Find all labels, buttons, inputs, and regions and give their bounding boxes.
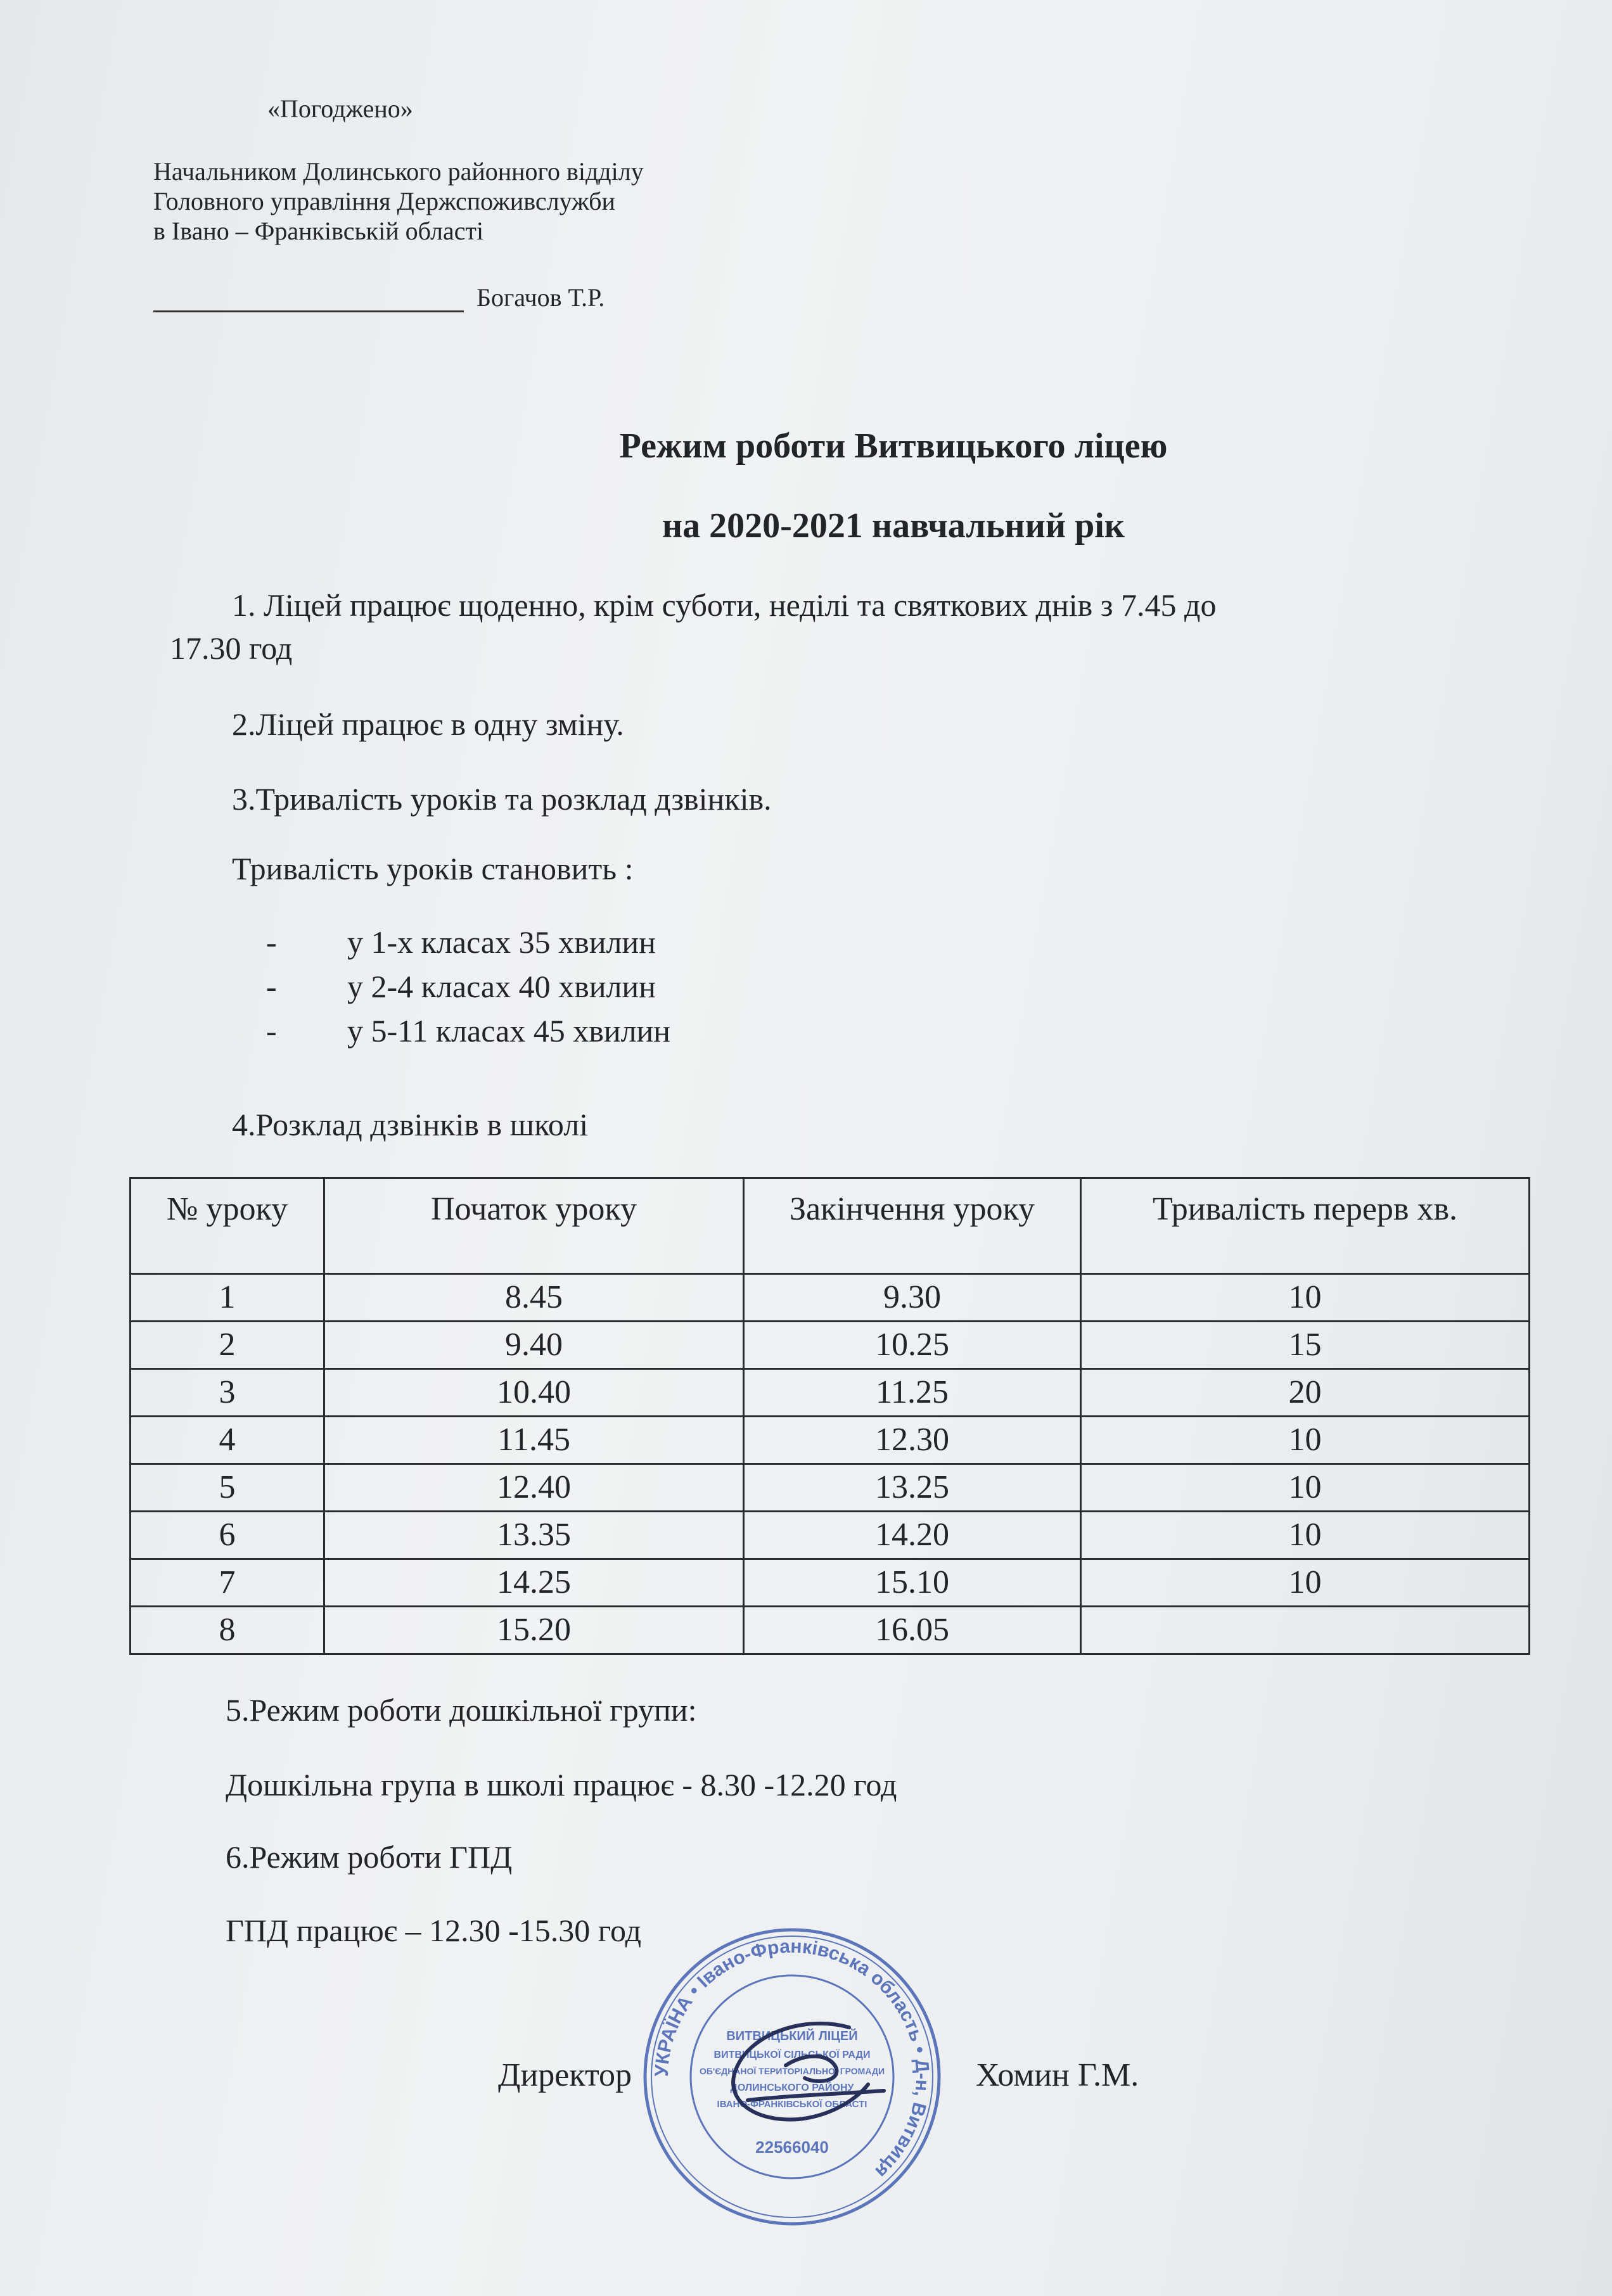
signature-line [153,285,464,312]
cell-end: 13.25 [744,1464,1081,1512]
paragraph-1-line1: 1. Ліцей працює щоденно, крім суботи, неділі та святкових днів з 7.45 до [232,587,1217,623]
cell-end: 16.05 [744,1607,1081,1654]
cell-end: 11.25 [744,1369,1081,1417]
cell-lesson-number: 5 [131,1464,324,1512]
cell-start: 14.25 [324,1559,744,1607]
svg-text:ВИТВИЦЬКИЙ ЛІЦЕЙ: ВИТВИЦЬКИЙ ЛІЦЕЙ [726,2029,858,2043]
cell-lesson-number: 2 [131,1322,324,1369]
table-row [131,1512,1530,1559]
approval-line: Головного управління Держспоживслужби [153,187,615,215]
approval-title: «Погоджено» [267,94,413,123]
paragraph-1-line2: 17.30 год [170,630,293,666]
list-item: - у 2-4 класах 40 хвилин [266,969,656,1004]
cell-start: 11.45 [324,1417,744,1464]
approval-signer: Богачов Т.Р. [477,283,605,312]
duration-list [266,920,670,1053]
cell-lesson-number: 6 [131,1512,324,1559]
cell-start: 13.35 [324,1512,744,1559]
paragraph-6: 6.Режим роботи ГПД [226,1839,513,1875]
approval-block [153,94,644,312]
cell-lesson-number: 1 [131,1274,324,1322]
director-label: Директор [498,2057,632,2093]
cell-lesson-number: 8 [131,1607,324,1654]
table-row [131,1417,1530,1464]
paragraph-3: 3.Тривалість уроків та розклад дзвінків. [232,781,772,817]
table-row [131,1607,1530,1654]
bell-schedule-table [129,1177,1530,1655]
cell-end: 12.30 [744,1417,1081,1464]
svg-text:ОБ'ЄДНАНОЇ ТЕРИТОРІАЛЬНОЇ ГРОМ: ОБ'ЄДНАНОЇ ТЕРИТОРІАЛЬНОЇ ГРОМАДИ [699,2066,885,2076]
cell-start: 12.40 [324,1464,744,1512]
document-title: Режим роботи Витвицького ліцею [619,426,1168,466]
list-item: - у 1-х класах 35 хвилин [266,924,656,960]
paragraph-5-text: Дошкільна група в школі працює - 8.30 -12.20 год [226,1767,897,1802]
cell-end: 10.25 [744,1322,1081,1369]
cell-break: 10 [1081,1512,1530,1559]
svg-text:ІВАНО-ФРАНКІВСЬКОЇ ОБЛАСТІ: ІВАНО-ФРАНКІВСЬКОЇ ОБЛАСТІ [717,2099,867,2110]
cell-break: 10 [1081,1274,1530,1322]
header-break: Тривалість перерв хв. [1081,1178,1530,1274]
table-row [131,1322,1530,1369]
cell-start: 8.45 [324,1274,744,1322]
paragraph-3-sub: Тривалість уроків становить : [232,851,634,886]
cell-break [1081,1607,1530,1654]
table-header-row [131,1178,1530,1274]
paragraph-6-text: ГПД працює – 12.30 -15.30 год [226,1913,642,1948]
header-end: Закінчення уроку [744,1178,1081,1274]
document-subtitle: на 2020-2021 навчальний рік [662,506,1125,545]
cell-lesson-number: 4 [131,1417,324,1464]
cell-lesson-number: 7 [131,1559,324,1607]
table-row [131,1464,1530,1512]
cell-break: 10 [1081,1559,1530,1607]
paragraph-2: 2.Ліцей працює в одну зміну. [232,706,624,742]
approval-line: в Івано – Франківській області [153,217,484,245]
approval-signature-row [153,283,644,312]
table-row [131,1274,1530,1322]
svg-text:ВИТВИЦЬКОЇ СІЛЬСЬКОЇ РАДИ: ВИТВИЦЬКОЇ СІЛЬСЬКОЇ РАДИ [713,2050,871,2060]
svg-text:ДОЛИНСЬКОГО РАЙОНУ: ДОЛИНСЬКОГО РАЙОНУ [730,2082,854,2093]
director-signature [710,1989,900,2135]
cell-end: 14.20 [744,1512,1081,1559]
cell-lesson-number: 3 [131,1369,324,1417]
list-item: - у 5-11 класах 45 хвилин [266,1013,671,1049]
cell-break: 10 [1081,1417,1530,1464]
cell-break: 15 [1081,1322,1530,1369]
table-row [131,1369,1530,1417]
cell-start: 15.20 [324,1607,744,1654]
cell-break: 10 [1081,1464,1530,1512]
cell-end: 9.30 [744,1274,1081,1322]
cell-start: 10.40 [324,1369,744,1417]
paragraph-5: 5.Режим роботи дошкільної групи: [226,1692,697,1728]
paragraph-4: 4.Розклад дзвінків в школі [232,1107,589,1142]
cell-break: 20 [1081,1369,1530,1417]
cell-start: 9.40 [324,1322,744,1369]
header-lesson-number: № уроку [131,1178,324,1274]
approval-line: Начальником Долинського районного відділу [153,157,644,186]
cell-end: 15.10 [744,1559,1081,1607]
svg-text:22566040: 22566040 [755,2138,829,2157]
director-name: Хомин Г.М. [976,2057,1139,2093]
table-row [131,1559,1530,1607]
svg-text:УКРАЇНА • Івано-Франківська об: УКРАЇНА • Івано-Франківська область • Д-н, Витвиця [651,1936,933,2183]
header-start: Початок уроку [324,1178,744,1274]
